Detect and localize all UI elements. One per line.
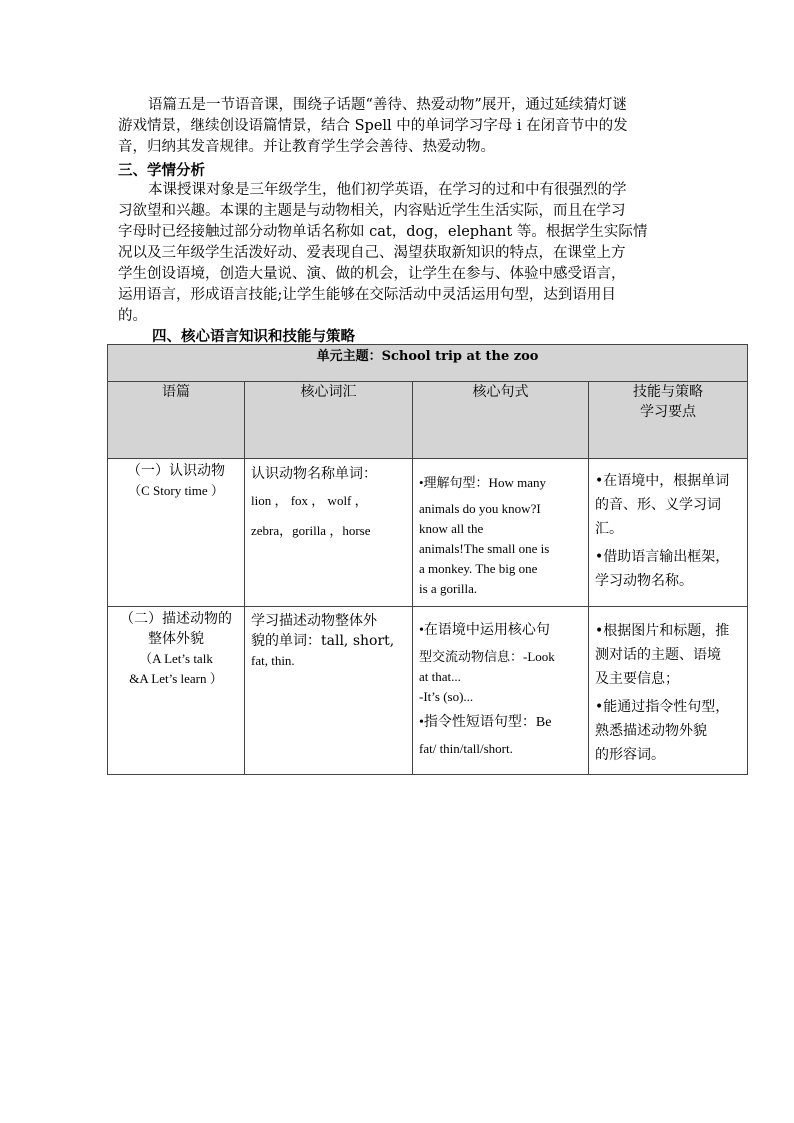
row1-vocab-line: 认识动物名称单词： <box>251 466 377 482</box>
header-skills-strategies <box>589 382 748 459</box>
section3-line: 字母时已经接触过部分动物单话名称如 cat，dog，elephant 等。根据学生实际情 <box>118 224 648 240</box>
row1-sentence-patterns <box>413 459 589 607</box>
row2-skill-line: 测对话的主题、语境 <box>595 647 721 663</box>
header-core-vocabulary: 核心词汇 <box>245 382 413 459</box>
row2-pattern-line: 型交流动物信息：-Look <box>419 649 555 664</box>
section3-line: 学生创设语境，创造大量说、演、做的机会，让学生在参与、体验中感受语言， <box>118 266 626 282</box>
row2-skill-line: •能通过指令性句型， <box>595 699 730 715</box>
row2-pattern-line: -It’s (so)... <box>419 689 474 704</box>
row1-title: （一）认识动物 <box>127 463 225 479</box>
row2-skill-line: •根据图片和标题，推 <box>595 623 730 639</box>
row1-vocab-line: lion ， fox ， wolf ， <box>251 493 368 508</box>
section3-heading: 三、学情分析 <box>118 162 205 179</box>
row2-vocab-line: 学习描述动物整体外 <box>251 613 377 629</box>
header-discourse: 语篇 <box>108 382 245 459</box>
row1-vocabulary <box>245 459 413 607</box>
row1-subtitle: （C Story time ） <box>128 483 224 498</box>
table-row <box>108 607 748 775</box>
row2-vocab-line: 貌的单词：tall, short, <box>251 633 395 649</box>
row2-skills <box>589 607 748 775</box>
theme-row <box>108 345 748 382</box>
row2-vocabulary <box>245 607 413 775</box>
intro-line: 游戏情景，继续创设语篇情景，结合 Spell 中的单词学习字母 i 在闭音节中的发 <box>118 118 628 134</box>
row2-subtitle-line: （A Let’s talk <box>139 651 213 666</box>
row2-discourse <box>108 607 245 775</box>
row2-pattern-line: at that... <box>419 669 461 684</box>
row1-pattern-line: is a gorilla. <box>419 581 478 596</box>
row1-skill-line: •在语境中，根据单词 <box>595 473 730 489</box>
intro-line: 语篇五是一节语音课，围绕子话题“善待、热爱动物”展开，通过延续猜灯谜 <box>148 97 627 113</box>
table-row <box>108 459 748 607</box>
section3-line: 况以及三年级学生活泼好动、爱表现自己、渴望获取新知识的特点，在课堂上方 <box>118 245 626 261</box>
core-language-table <box>107 344 748 775</box>
row2-pattern-line: •指令性短语句型：Be <box>419 715 552 730</box>
intro-line: 音，归纳其发音规律。并让教育学生学会善待、热爱动物。 <box>118 139 495 155</box>
row1-vocab-line: zebra，gorilla ，horse <box>251 523 371 538</box>
row2-pattern-line: fat/ thin/tall/short. <box>419 741 513 756</box>
section3-line: 运用语言，形成语言技能;让学生能够在交际活动中灵活运用句型，达到语用目 <box>118 287 616 303</box>
row1-skills <box>589 459 748 607</box>
header-row <box>108 382 748 459</box>
section3-line: 的。 <box>118 308 147 324</box>
row1-skill-line: •借助语言输出框架， <box>595 549 730 565</box>
row2-vocab-line: fat, thin. <box>251 653 295 668</box>
unit-theme-cell: 单元主题：School trip at the zoo <box>108 345 748 382</box>
section3-line: 习欲望和兴趣。本课的主题是与动物相关，内容贴近学生生活实际，而且在学习 <box>118 203 626 219</box>
row1-skill-line: 汇。 <box>595 521 623 537</box>
header-skills-line1: 技能与策略 <box>633 384 704 400</box>
row2-subtitle-line: &A Let’s learn ） <box>129 671 223 686</box>
row1-skill-line: 学习动物名称。 <box>595 573 693 589</box>
row1-pattern-line: animals do you know?I <box>419 501 541 516</box>
row1-pattern-line: •理解句型：How many <box>419 475 546 490</box>
row2-skill-line: 熟悉描述动物外貌 <box>595 723 707 739</box>
intro-paragraph <box>118 95 680 158</box>
row2-title-line: 整体外貌 <box>148 631 204 647</box>
row2-sentence-patterns <box>413 607 589 775</box>
header-core-sentence-patterns: 核心句式 <box>413 382 589 459</box>
row1-skill-line: 的音、形、义学习词 <box>595 497 721 513</box>
row1-pattern-line: a monkey. The big one <box>419 561 538 576</box>
row1-pattern-line: know all the <box>419 521 484 536</box>
row2-skill-line: 的形容词。 <box>595 747 665 763</box>
section4-heading: 四、核心语言知识和技能与策略 <box>152 328 355 345</box>
header-skills-line2: 学习要点 <box>640 404 697 420</box>
row2-title-line: （二）描述动物的 <box>120 611 232 627</box>
row1-pattern-line: animals!The small one is <box>419 541 550 556</box>
row2-skill-line: 及主要信息； <box>595 671 679 687</box>
row2-pattern-line: •在语境中运用核心句 <box>419 623 550 638</box>
row1-discourse <box>108 459 245 607</box>
section3-paragraph <box>118 180 680 327</box>
section3-line: 本课授课对象是三年级学生，他们初学英语，在学习的过和中有很强烈的学 <box>148 182 627 198</box>
